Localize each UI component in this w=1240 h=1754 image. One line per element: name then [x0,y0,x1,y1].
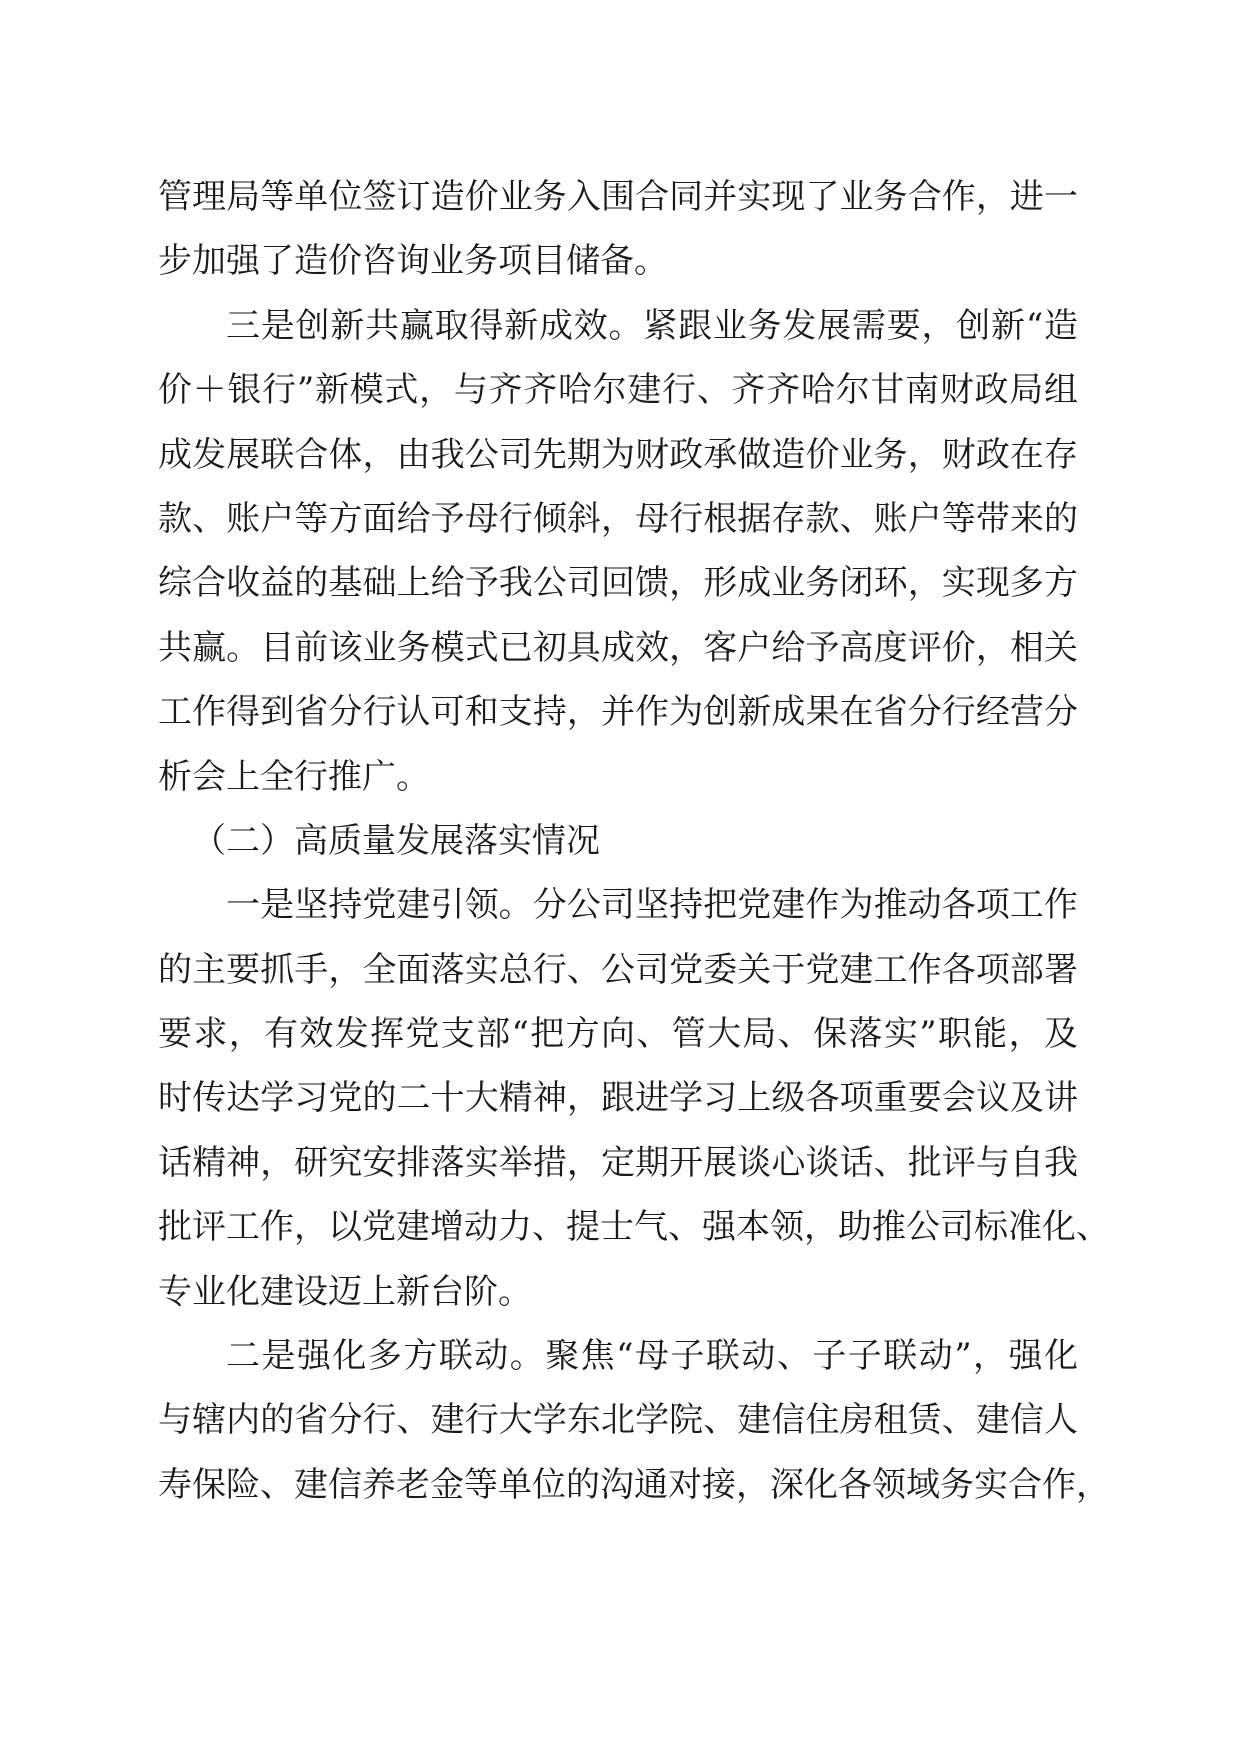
text-line: 要求，有效发挥党支部“把方向、管大局、保落实”职能，及 [158,1014,1078,1055]
document-body [158,165,1110,1517]
text-line: 话精神，研究安排落实举措，定期开展谈心谈话、批评与自我 [158,1142,1078,1183]
text-line: 价＋银行”新模式，与齐齐哈尔建行、齐齐哈尔甘南财政局组 [158,370,1078,411]
text-line: 的主要抓手，全面落实总行、公司党委关于党建工作各项部署 [158,949,1078,990]
text-line: 成发展联合体，由我公司先期为财政承做造价业务，财政在存 [158,434,1078,475]
section-heading: （二）高质量发展落实情况 [192,820,600,861]
paragraph-first-line: 一是坚持党建引领。分公司坚持把党建作为推动各项工作 [226,885,1078,926]
paragraph-first-line: 二是强化多方联动。聚焦“母子联动、子子联动”，强化 [226,1336,1078,1377]
text-line: 步加强了造价咨询业务项目储备。 [158,241,668,282]
text-line: 专业化建设迈上新台阶。 [158,1271,532,1312]
text-line: 款、账户等方面给予母行倾斜，母行根据存款、账户等带来的 [158,498,1078,539]
text-line: 共赢。目前该业务模式已初具成效，客户给予高度评价，相关 [158,627,1078,668]
text-line: 析会上全行推广。 [158,756,430,797]
text-line: 寿保险、建信养老金等单位的沟通对接，深化各领域务实合作， [158,1464,1110,1505]
text-line: 工作得到省分行认可和支持，并作为创新成果在省分行经营分 [158,692,1078,733]
text-line: 综合收益的基础上给予我公司回馈，形成业务闭环，实现多方 [158,563,1078,604]
text-line: 管理局等单位签订造价业务入围合同并实现了业务合作，进一 [158,177,1078,217]
text-line: 批评工作，以党建增动力、提士气、强本领，助推公司标准化、 [158,1207,1110,1248]
text-line: 与辖内的省分行、建行大学东北学院、建信住房租赁、建信人 [158,1400,1078,1441]
text-line: 时传达学习党的二十大精神，跟进学习上级各项重要会议及讲 [158,1078,1078,1119]
paragraph-first-line: 三是创新共赢取得新成效。紧跟业务发展需要，创新“造 [226,305,1078,346]
